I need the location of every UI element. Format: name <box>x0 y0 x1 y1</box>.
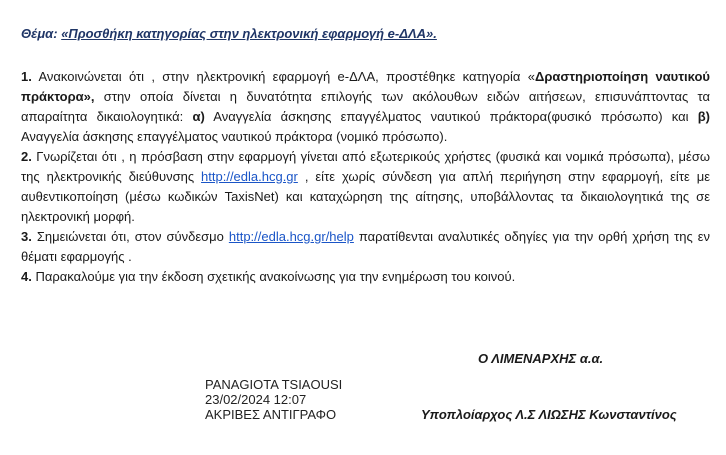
paragraph-text: Παρακαλούμε για την έκδοση σχετικής ανακοίνωσης για την ενημέρωση του κοινού. <box>31 269 516 284</box>
paragraph-text: Γνωρίζεται ότι , η πρόσβαση στην εφαρμογή γίνεται από εξωτερικούς χρήστες (φυσικά και νομικά πρόσωπα), μέσω της ηλεκτρονικής διεύθυνσης <box>21 149 710 184</box>
paragraph-number: 1. <box>21 69 32 84</box>
paragraph-2 <box>21 147 710 227</box>
edla-help-link[interactable]: http://edla.hcg.gr/help <box>228 229 354 244</box>
signatory-title: Ο ΛΙΜΕΝΑΡΧΗΣ α.α. <box>478 351 604 366</box>
paragraph-4 <box>21 267 710 287</box>
signatory-name: Υποπλοίαρχος Λ.Σ ΛΙΩΣΗΣ Κωνσταντίνος <box>421 407 677 422</box>
paragraph-text: παρατίθενται αναλυτικές οδηγίες για την ορθή χρήση της εν θέματι εφαρμογής . <box>21 229 710 264</box>
edla-link[interactable]: http://edla.hcg.gr <box>201 169 298 184</box>
option-marker-b: β) <box>697 109 710 124</box>
stamp-datetime: 23/02/2024 12:07 <box>205 392 307 407</box>
category-name: Δραστηριοποίηση ναυτικού πράκτορα», <box>21 69 710 104</box>
stamp-name: PANAGIOTA TSIAOUSI <box>205 377 343 392</box>
paragraph-text: Σημειώνεται ότι, στον σύνδεσμο <box>31 229 229 244</box>
paragraph-text: στην οποία δίνεται η δυνατότητα επιλογής των ακόλουθων ειδών αιτήσεων, επισυνάπτοντας τα απαραίτητα δικαιολογητικά: <box>21 89 710 124</box>
subject-line <box>21 26 437 41</box>
paragraph-text: Αναγγελία άσκησης επαγγέλματος ναυτικού πράκτορα (νομικό πρόσωπο). <box>21 129 448 144</box>
paragraph-number: 4. <box>21 269 32 284</box>
subject-label: Θέμα: <box>21 26 58 41</box>
stamp-copy-note: ΑΚΡΙΒΕΣ ΑΝΤΙΓΡΑΦΟ <box>205 407 337 422</box>
subject-title: «Προσθήκη κατηγορίας στην ηλεκτρονική εφαρμογή e-ΔΛΑ». <box>61 26 437 41</box>
document-body <box>21 67 710 287</box>
paragraph-text: Ανακοινώνεται ότι , στην ηλεκτρονική εφαρμογή e-ΔΛΑ, προστέθηκε κατηγορία « <box>38 69 535 84</box>
paragraph-text: Αναγγελία άσκησης επαγγέλματος ναυτικού πράκτορα(φυσικό πρόσωπο) και <box>204 109 698 124</box>
paragraph-3 <box>21 227 710 267</box>
option-marker-a: α) <box>192 109 205 124</box>
paragraph-number: 2. <box>21 149 32 164</box>
digital-signature-stamp <box>205 377 342 422</box>
paragraph-number: 3. <box>21 229 32 244</box>
paragraph-text: , είτε χωρίς σύνδεση για απλή περιήγηση στην εφαρμογή, είτε με αυθεντικοποίηση (μέσω κωδικών TaxisNet) και καταχώρηση της αίτησης, υποβάλλοντας τα δικαιολογητικά της σε ηλεκτρονική μορφή. <box>21 169 710 224</box>
paragraph-1 <box>21 67 710 147</box>
